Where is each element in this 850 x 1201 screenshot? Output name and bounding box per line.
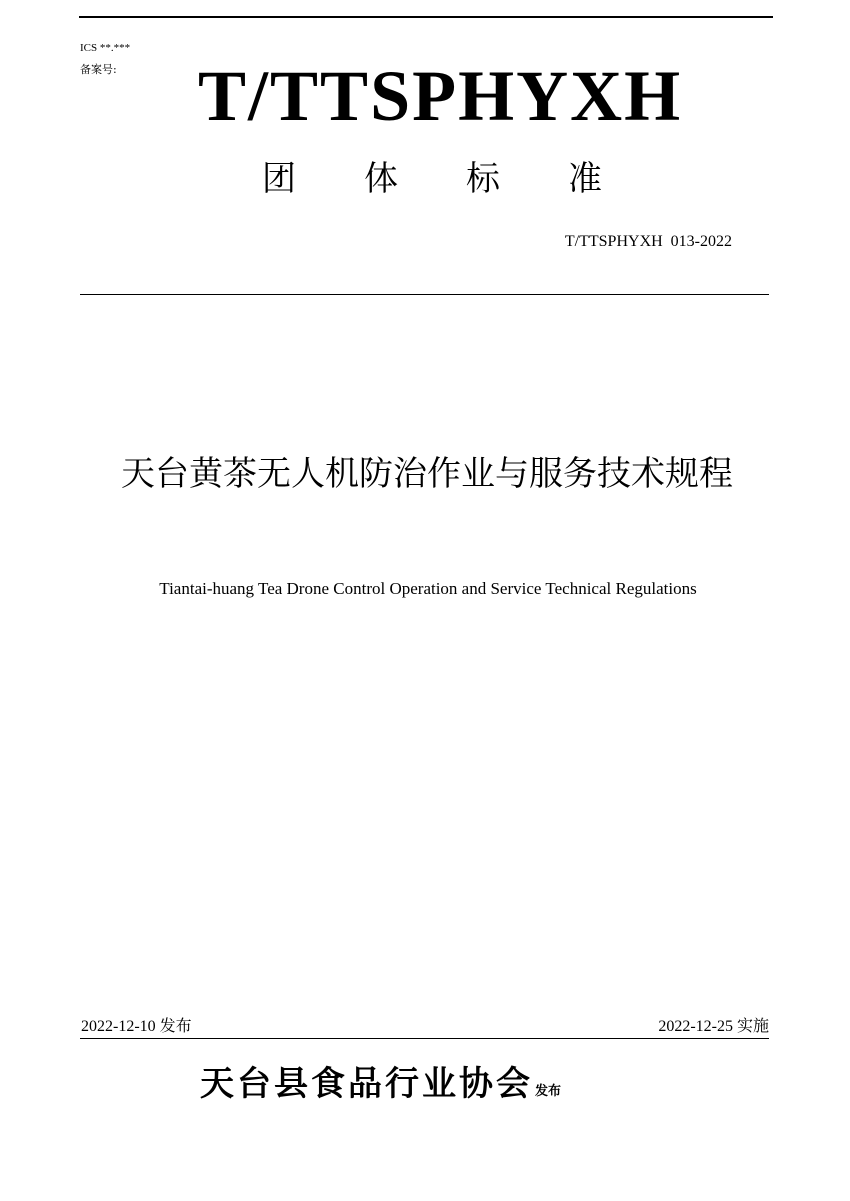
ics-number: ICS **.*** bbox=[80, 42, 131, 54]
header-divider bbox=[80, 294, 769, 295]
issue-date-value: 2022-12-10 bbox=[81, 1018, 156, 1035]
publisher-suffix: 发布 bbox=[535, 1084, 562, 1099]
document-title-english: Tiantai-huang Tea Drone Control Operation and Service Technical Regulations bbox=[159, 579, 697, 598]
document-title-chinese: 天台黄茶无人机防治作业与服务技术规程 bbox=[121, 454, 733, 494]
footer-divider bbox=[80, 1038, 769, 1039]
standard-type-char: 标 bbox=[466, 159, 500, 199]
standard-type-char: 准 bbox=[568, 159, 602, 199]
standard-number: T/TTSPHYXH 013-2022 bbox=[564, 233, 732, 250]
issue-date bbox=[81, 1016, 192, 1037]
top-rule bbox=[79, 16, 773, 18]
implementation-date-label: 实施 bbox=[736, 1016, 769, 1035]
publisher-name: 天台县食品行业协会 bbox=[200, 1064, 533, 1104]
issue-date-label: 发布 bbox=[159, 1016, 192, 1035]
publisher bbox=[200, 1060, 561, 1108]
implementation-date bbox=[658, 1016, 769, 1037]
standard-type-char: 团 bbox=[262, 159, 296, 199]
standard-code-logo: T/TTSPHYXH bbox=[198, 56, 683, 136]
standard-type bbox=[262, 156, 602, 202]
implementation-date-value: 2022-12-25 bbox=[658, 1018, 733, 1035]
record-number-label: 备案号: bbox=[80, 63, 117, 76]
standard-type-char: 体 bbox=[364, 159, 398, 199]
